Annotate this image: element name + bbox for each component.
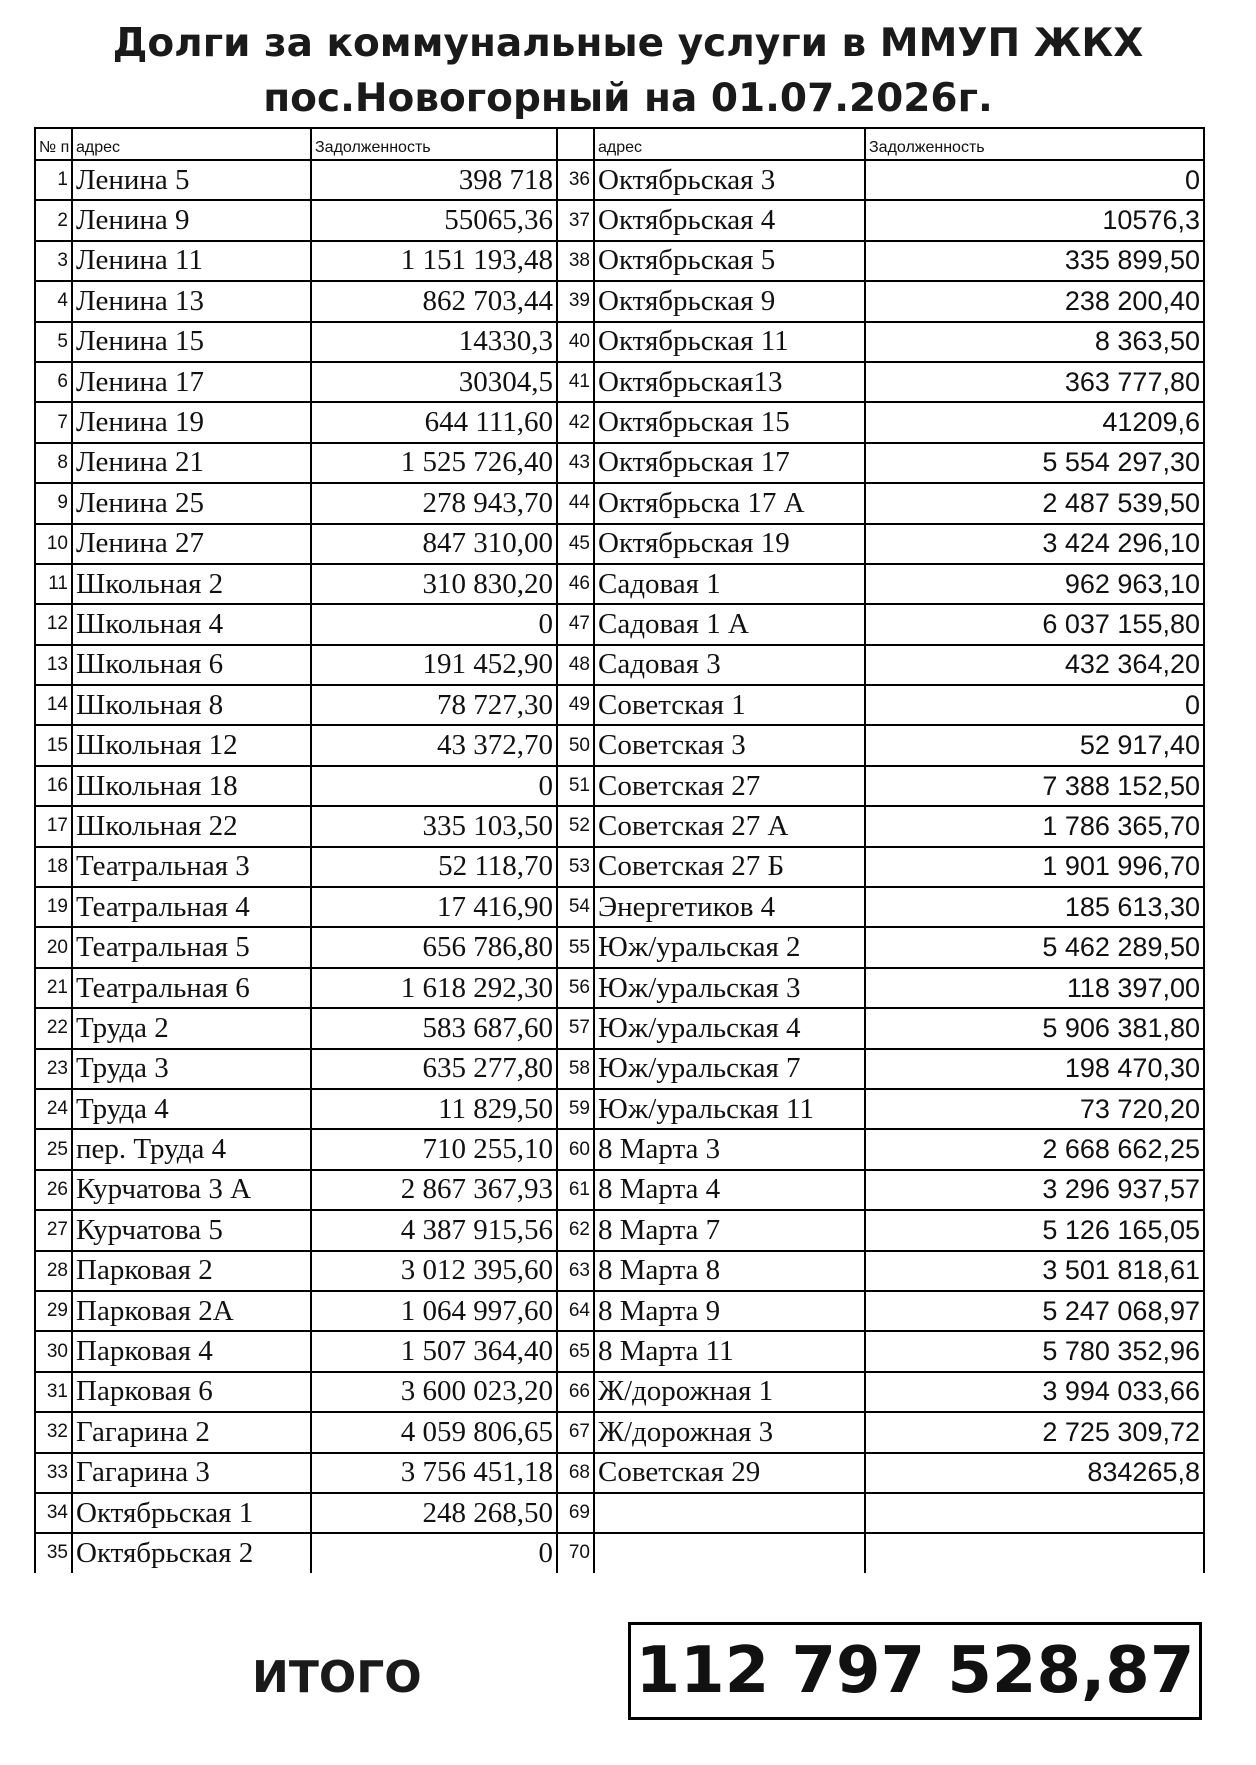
- row-number: 36: [557, 160, 594, 200]
- debt-cell: 1 901 996,70: [865, 847, 1204, 887]
- debt-cell: 1 618 292,30: [311, 968, 557, 1008]
- address-cell: Юж/уральская 3: [594, 968, 865, 1008]
- debt-cell: 635 277,80: [311, 1049, 557, 1089]
- header-number-right: [557, 128, 594, 160]
- address-cell: Садовая 3: [594, 645, 865, 685]
- debt-cell: 7 388 152,50: [865, 766, 1204, 806]
- address-cell: [594, 1493, 865, 1533]
- row-number: 39: [557, 281, 594, 321]
- row-number: 50: [557, 725, 594, 765]
- row-number: 42: [557, 402, 594, 442]
- row-number: 53: [557, 847, 594, 887]
- table-row: [35, 725, 1204, 765]
- address-cell: Октябрьская 1: [72, 1493, 311, 1533]
- debt-table: [34, 127, 1205, 1573]
- table-row: [35, 362, 1204, 402]
- row-number: 19: [35, 887, 72, 927]
- debt-cell: 6 037 155,80: [865, 604, 1204, 644]
- debt-cell: 1 525 726,40: [311, 443, 557, 483]
- row-number: 56: [557, 968, 594, 1008]
- debt-cell: 78 727,30: [311, 685, 557, 725]
- debt-cell: 363 777,80: [865, 362, 1204, 402]
- address-cell: Юж/уральская 4: [594, 1008, 865, 1048]
- debt-cell: [865, 1493, 1204, 1533]
- address-cell: Курчатова 3 А: [72, 1170, 311, 1210]
- debt-cell: 55065,36: [311, 200, 557, 240]
- debt-table-body: [35, 128, 1204, 1573]
- address-cell: Труда 4: [72, 1089, 311, 1129]
- table-row: [35, 685, 1204, 725]
- address-cell: Советская 3: [594, 725, 865, 765]
- address-cell: Октябрьская 2: [72, 1533, 311, 1572]
- row-number: 52: [557, 806, 594, 846]
- debt-cell: 1 786 365,70: [865, 806, 1204, 846]
- debt-cell: 862 703,44: [311, 281, 557, 321]
- debt-cell: 583 687,60: [311, 1008, 557, 1048]
- row-number: 8: [35, 443, 72, 483]
- table-row: [35, 1412, 1204, 1452]
- table-row: [35, 1291, 1204, 1331]
- row-number: 14: [35, 685, 72, 725]
- debt-cell: 1 507 364,40: [311, 1331, 557, 1371]
- table-row: [35, 887, 1204, 927]
- address-cell: пер. Труда 4: [72, 1129, 311, 1169]
- debt-cell: 5 126 165,05: [865, 1210, 1204, 1250]
- address-cell: Труда 3: [72, 1049, 311, 1089]
- table-row: [35, 927, 1204, 967]
- row-number: 54: [557, 887, 594, 927]
- row-number: 33: [35, 1453, 72, 1493]
- debt-cell: 5 906 381,80: [865, 1008, 1204, 1048]
- debt-cell: 5 462 289,50: [865, 927, 1204, 967]
- row-number: 16: [35, 766, 72, 806]
- row-number: 67: [557, 1412, 594, 1452]
- row-number: 13: [35, 645, 72, 685]
- row-number: 12: [35, 604, 72, 644]
- debt-cell: 1 064 997,60: [311, 1291, 557, 1331]
- row-number: 68: [557, 1453, 594, 1493]
- table-row: [35, 1170, 1204, 1210]
- total-label: ИТОГО: [252, 1652, 422, 1703]
- table-row: [35, 1008, 1204, 1048]
- row-number: 45: [557, 524, 594, 564]
- address-cell: Октябрьская 11: [594, 322, 865, 362]
- debt-cell: 52 118,70: [311, 847, 557, 887]
- table-row: [35, 1251, 1204, 1291]
- row-number: 59: [557, 1089, 594, 1129]
- debt-cell: 3 994 033,66: [865, 1372, 1204, 1412]
- debt-cell: 0: [865, 160, 1204, 200]
- table-row: [35, 1049, 1204, 1089]
- debt-cell: 398 718: [311, 160, 557, 200]
- row-number: 70: [557, 1533, 594, 1572]
- debt-cell: 30304,5: [311, 362, 557, 402]
- debt-cell: 834265,8: [865, 1453, 1204, 1493]
- table-row: [35, 645, 1204, 685]
- address-cell: Октябрьская 17: [594, 443, 865, 483]
- row-number: 21: [35, 968, 72, 1008]
- row-number: 2: [35, 200, 72, 240]
- row-number: 65: [557, 1331, 594, 1371]
- row-number: 51: [557, 766, 594, 806]
- row-number: 5: [35, 322, 72, 362]
- address-cell: Школьная 12: [72, 725, 311, 765]
- table-row: [35, 1533, 1204, 1572]
- debt-cell: 432 364,20: [865, 645, 1204, 685]
- address-cell: Советская 27: [594, 766, 865, 806]
- table-header-row: [35, 128, 1204, 160]
- debt-cell: 5 554 297,30: [865, 443, 1204, 483]
- debt-cell: 644 111,60: [311, 402, 557, 442]
- debt-cell: 278 943,70: [311, 483, 557, 523]
- row-number: 63: [557, 1251, 594, 1291]
- address-cell: Курчатова 5: [72, 1210, 311, 1250]
- address-cell: 8 Марта 7: [594, 1210, 865, 1250]
- row-number: 18: [35, 847, 72, 887]
- address-cell: Ленина 9: [72, 200, 311, 240]
- row-number: 3: [35, 241, 72, 281]
- debt-cell: 17 416,90: [311, 887, 557, 927]
- address-cell: Юж/уральская 11: [594, 1089, 865, 1129]
- debt-cell: 191 452,90: [311, 645, 557, 685]
- address-cell: 8 Марта 11: [594, 1331, 865, 1371]
- row-number: 29: [35, 1291, 72, 1331]
- row-number: 7: [35, 402, 72, 442]
- debt-cell: 3 296 937,57: [865, 1170, 1204, 1210]
- debt-cell: 198 470,30: [865, 1049, 1204, 1089]
- row-number: 28: [35, 1251, 72, 1291]
- row-number: 58: [557, 1049, 594, 1089]
- row-number: 57: [557, 1008, 594, 1048]
- row-number: 69: [557, 1493, 594, 1533]
- table-row: [35, 564, 1204, 604]
- debt-cell: 2 867 367,93: [311, 1170, 557, 1210]
- address-cell: Октябрьская 4: [594, 200, 865, 240]
- row-number: 24: [35, 1089, 72, 1129]
- debt-cell: 0: [311, 604, 557, 644]
- address-cell: Ленина 19: [72, 402, 311, 442]
- address-cell: 8 Марта 8: [594, 1251, 865, 1291]
- debt-cell: 4 059 806,65: [311, 1412, 557, 1452]
- address-cell: Советская 29: [594, 1453, 865, 1493]
- address-cell: Советская 27 Б: [594, 847, 865, 887]
- row-number: 48: [557, 645, 594, 685]
- address-cell: Октябрьская 3: [594, 160, 865, 200]
- address-cell: Ленина 21: [72, 443, 311, 483]
- row-number: 66: [557, 1372, 594, 1412]
- row-number: 44: [557, 483, 594, 523]
- address-cell: Театральная 6: [72, 968, 311, 1008]
- table-row: [35, 604, 1204, 644]
- table-row: [35, 281, 1204, 321]
- address-cell: Театральная 5: [72, 927, 311, 967]
- table-row: [35, 1089, 1204, 1129]
- address-cell: 8 Марта 3: [594, 1129, 865, 1169]
- address-cell: Школьная 2: [72, 564, 311, 604]
- debt-cell: 3 012 395,60: [311, 1251, 557, 1291]
- debt-cell: 2 725 309,72: [865, 1412, 1204, 1452]
- debt-cell: 2 487 539,50: [865, 483, 1204, 523]
- row-number: 15: [35, 725, 72, 765]
- document-title-line-2: пос.Новогорный на 01.07.2026г.: [263, 76, 993, 121]
- header-address-right: адрес: [594, 128, 865, 160]
- row-number: 61: [557, 1170, 594, 1210]
- address-cell: [594, 1533, 865, 1572]
- row-number: 27: [35, 1210, 72, 1250]
- table-row: [35, 1453, 1204, 1493]
- header-number: № п: [35, 128, 72, 160]
- header-address: адрес: [72, 128, 311, 160]
- debt-cell: 10576,3: [865, 200, 1204, 240]
- address-cell: Труда 2: [72, 1008, 311, 1048]
- table-row: [35, 200, 1204, 240]
- row-number: 64: [557, 1291, 594, 1331]
- debt-cell: 0: [865, 685, 1204, 725]
- row-number: 9: [35, 483, 72, 523]
- row-number: 62: [557, 1210, 594, 1250]
- row-number: 60: [557, 1129, 594, 1169]
- debt-cell: 310 830,20: [311, 564, 557, 604]
- row-number: 37: [557, 200, 594, 240]
- table-row: [35, 1129, 1204, 1169]
- debt-cell: 335 899,50: [865, 241, 1204, 281]
- address-cell: Парковая 2А: [72, 1291, 311, 1331]
- debt-cell: 5 780 352,96: [865, 1331, 1204, 1371]
- debt-cell: 52 917,40: [865, 725, 1204, 765]
- address-cell: Ленина 27: [72, 524, 311, 564]
- address-cell: Школьная 4: [72, 604, 311, 644]
- table-row: [35, 806, 1204, 846]
- debt-cell: 14330,3: [311, 322, 557, 362]
- debt-cell: 5 247 068,97: [865, 1291, 1204, 1331]
- address-cell: Гагарина 2: [72, 1412, 311, 1452]
- address-cell: Ленина 5: [72, 160, 311, 200]
- row-number: 46: [557, 564, 594, 604]
- document-title-line-1: Долги за коммунальные услуги в ММУП ЖКХ: [112, 21, 1144, 66]
- address-cell: Октябрьская 5: [594, 241, 865, 281]
- debt-cell: 0: [311, 1533, 557, 1572]
- address-cell: Юж/уральская 7: [594, 1049, 865, 1089]
- row-number: 25: [35, 1129, 72, 1169]
- row-number: 43: [557, 443, 594, 483]
- address-cell: Советская 1: [594, 685, 865, 725]
- address-cell: Гагарина 3: [72, 1453, 311, 1493]
- debt-cell: 962 963,10: [865, 564, 1204, 604]
- address-cell: Парковая 4: [72, 1331, 311, 1371]
- row-number: 31: [35, 1372, 72, 1412]
- total-value: 112 797 528,87: [628, 1622, 1202, 1720]
- debt-cell: 3 424 296,10: [865, 524, 1204, 564]
- table-row: [35, 847, 1204, 887]
- address-cell: 8 Марта 4: [594, 1170, 865, 1210]
- row-number: 38: [557, 241, 594, 281]
- row-number: 23: [35, 1049, 72, 1089]
- address-cell: Энергетиков 4: [594, 887, 865, 927]
- table-row: [35, 968, 1204, 1008]
- address-cell: Октябрьская 15: [594, 402, 865, 442]
- address-cell: Юж/уральская 2: [594, 927, 865, 967]
- debt-cell: 248 268,50: [311, 1493, 557, 1533]
- debt-cell: 335 103,50: [311, 806, 557, 846]
- table-row: [35, 443, 1204, 483]
- address-cell: Парковая 2: [72, 1251, 311, 1291]
- address-cell: Октябрьская 19: [594, 524, 865, 564]
- debt-cell: 710 255,10: [311, 1129, 557, 1169]
- debt-cell: 847 310,00: [311, 524, 557, 564]
- row-number: 11: [35, 564, 72, 604]
- row-number: 35: [35, 1533, 72, 1572]
- row-number: 22: [35, 1008, 72, 1048]
- header-debt: Задолженность: [311, 128, 557, 160]
- row-number: 49: [557, 685, 594, 725]
- debt-cell: 11 829,50: [311, 1089, 557, 1129]
- debt-cell: 73 720,20: [865, 1089, 1204, 1129]
- table-row: [35, 1210, 1204, 1250]
- address-cell: Ленина 11: [72, 241, 311, 281]
- debt-cell: 656 786,80: [311, 927, 557, 967]
- address-cell: Школьная 6: [72, 645, 311, 685]
- table-row: [35, 524, 1204, 564]
- row-number: 1: [35, 160, 72, 200]
- table-row: [35, 322, 1204, 362]
- address-cell: Ленина 17: [72, 362, 311, 402]
- table-row: [35, 766, 1204, 806]
- row-number: 26: [35, 1170, 72, 1210]
- address-cell: Ленина 15: [72, 322, 311, 362]
- table-row: [35, 1372, 1204, 1412]
- table-row: [35, 241, 1204, 281]
- address-cell: Октябрьская13: [594, 362, 865, 402]
- debt-cell: 4 387 915,56: [311, 1210, 557, 1250]
- row-number: 41: [557, 362, 594, 402]
- debt-cell: 185 613,30: [865, 887, 1204, 927]
- address-cell: 8 Марта 9: [594, 1291, 865, 1331]
- table-row: [35, 402, 1204, 442]
- row-number: 30: [35, 1331, 72, 1371]
- debt-cell: 8 363,50: [865, 322, 1204, 362]
- row-number: 10: [35, 524, 72, 564]
- table-row: [35, 1331, 1204, 1371]
- address-cell: Театральная 3: [72, 847, 311, 887]
- table-row: [35, 1493, 1204, 1533]
- address-cell: Школьная 18: [72, 766, 311, 806]
- table-row: [35, 160, 1204, 200]
- debt-cell: [865, 1533, 1204, 1572]
- address-cell: Ж/дорожная 3: [594, 1412, 865, 1452]
- address-cell: Школьная 8: [72, 685, 311, 725]
- address-cell: Садовая 1: [594, 564, 865, 604]
- debt-cell: 2 668 662,25: [865, 1129, 1204, 1169]
- row-number: 34: [35, 1493, 72, 1533]
- row-number: 47: [557, 604, 594, 644]
- address-cell: Театральная 4: [72, 887, 311, 927]
- row-number: 6: [35, 362, 72, 402]
- row-number: 55: [557, 927, 594, 967]
- address-cell: Ленина 13: [72, 281, 311, 321]
- address-cell: Октябрьска 17 А: [594, 483, 865, 523]
- row-number: 32: [35, 1412, 72, 1452]
- address-cell: Садовая 1 А: [594, 604, 865, 644]
- debt-cell: 41209,6: [865, 402, 1204, 442]
- row-number: 20: [35, 927, 72, 967]
- row-number: 17: [35, 806, 72, 846]
- debt-cell: 118 397,00: [865, 968, 1204, 1008]
- address-cell: Парковая 6: [72, 1372, 311, 1412]
- debt-cell: 3 501 818,61: [865, 1251, 1204, 1291]
- debt-cell: 0: [311, 766, 557, 806]
- table-row: [35, 483, 1204, 523]
- debt-cell: 3 756 451,18: [311, 1453, 557, 1493]
- header-debt-right: Задолженность: [865, 128, 1204, 160]
- address-cell: Школьная 22: [72, 806, 311, 846]
- debt-cell: 238 200,40: [865, 281, 1204, 321]
- address-cell: Ленина 25: [72, 483, 311, 523]
- debt-cell: 43 372,70: [311, 725, 557, 765]
- debt-cell: 3 600 023,20: [311, 1372, 557, 1412]
- debt-cell: 1 151 193,48: [311, 241, 557, 281]
- row-number: 4: [35, 281, 72, 321]
- row-number: 40: [557, 322, 594, 362]
- address-cell: Ж/дорожная 1: [594, 1372, 865, 1412]
- address-cell: Советская 27 А: [594, 806, 865, 846]
- address-cell: Октябрьская 9: [594, 281, 865, 321]
